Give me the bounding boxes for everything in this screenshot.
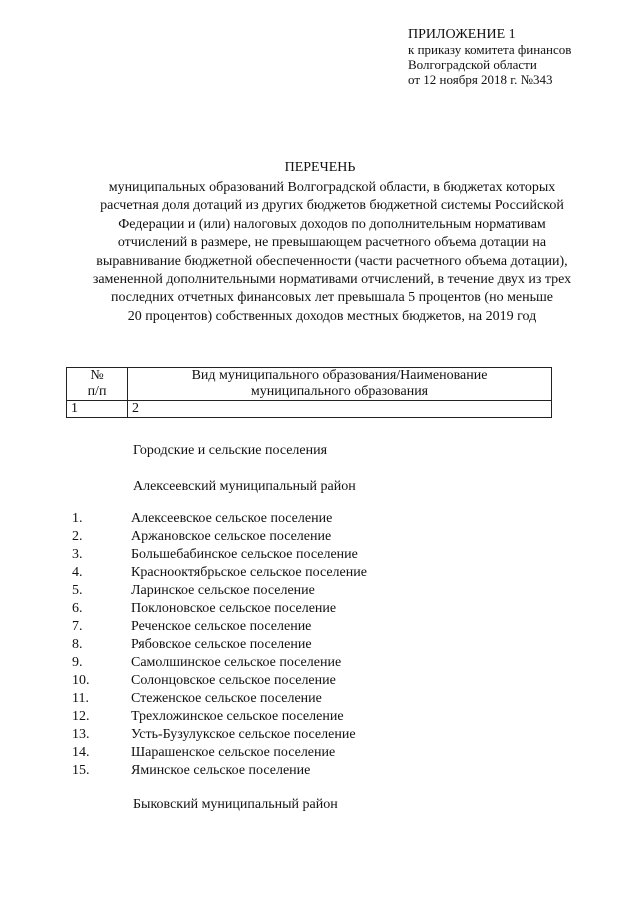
list-item-number: 3. [72,547,83,562]
description-line: выравнивание бюджетной обеспеченности (части расчетного объема дотации), [96,253,568,269]
list-item-number: 2. [72,529,83,544]
list-item-number: 10. [72,673,90,688]
col-number-index: 1 [67,401,128,418]
description-line: Федерации и (или) налоговых доходов по дополнительным нормативам [118,216,546,232]
list-item-number: 5. [72,583,83,598]
description-line: отчислений в размере, не превышающем расчетного объема дотации на [117,235,547,251]
list-item-name: Яминское сельское поселение [131,763,311,778]
appendix-line-order: к приказу комитета финансов [408,42,572,57]
district-heading: Алексеевский муниципальный район [133,479,356,494]
header-table [66,367,552,418]
list-item-name: Алексеевское сельское поселение [131,511,333,526]
description-line: расчетная доля дотаций из других бюджетов бюджетной системы Российской [100,198,564,214]
description-line: последних отчетных финансовых лет превышала 5 процентов (но меньше [110,290,554,306]
col-number-header-line1: № [90,368,104,383]
col-number-header [67,368,128,401]
list-item-number: 7. [72,619,83,634]
list-item-name: Поклоновское сельское поселение [131,601,337,616]
document-description [67,179,597,326]
list-item-number: 1. [72,511,83,526]
description-line: замененной дополнительными нормативами отчислений, в течение двух из трех [92,272,572,288]
list-item-name: Аржановское сельское поселение [131,529,332,544]
list-item-name: Большебабинское сельское поселение [131,547,358,562]
document-title: ПЕРЕЧЕНЬ [284,160,356,175]
list-item-number: 9. [72,655,83,670]
list-item-number: 14. [72,745,90,760]
section-type-heading: Городские и сельские поселения [133,443,328,458]
description-line: муниципальных образований Волгоградской области, в бюджетах которых [108,180,556,195]
list-item-name: Реченское сельское поселение [131,619,312,634]
list-item-number: 11. [72,691,89,706]
list-item-name: Солонцовское сельское поселение [131,673,336,688]
col-name-index: 2 [128,401,552,418]
col-name-header-line2: муниципального образования [250,384,429,399]
appendix-line-date: от 12 ноября 2018 г. №343 [408,72,553,87]
appendix-heading: ПРИЛОЖЕНИЕ 1 [408,27,516,42]
list-item-number: 12. [72,709,90,724]
list-item-number: 6. [72,601,83,616]
description-line: 20 процентов) собственных доходов местных бюджетов, на 2019 год [127,308,537,324]
list-item-number: 15. [72,763,90,778]
list-item-number: 13. [72,727,90,742]
list-item-name: Шарашенское сельское поселение [131,745,336,760]
list-item-name: Усть-Бузулукское сельское поселение [131,727,356,742]
list-item-number: 4. [72,565,83,580]
col-name-header [128,368,552,401]
list-item-name: Стеженское сельское поселение [131,691,322,706]
list-item-name: Краснооктябрьское сельское поселение [131,565,367,580]
list-item-name: Рябовское сельское поселение [131,637,312,652]
district-heading-2: Быковский муниципальный район [133,797,338,812]
col-number-header-line2: п/п [87,384,107,399]
list-item-name: Самолшинское сельское поселение [131,655,342,670]
col-name-header-line1: Вид муниципального образования/Наименование [191,368,488,383]
appendix-block [408,27,571,87]
list-item-name: Трехложинское сельское поселение [131,709,344,724]
appendix-line-region: Волгоградской области [408,57,537,72]
list-item-number: 8. [72,637,83,652]
list-item-name: Ларинское сельское поселение [131,583,315,598]
